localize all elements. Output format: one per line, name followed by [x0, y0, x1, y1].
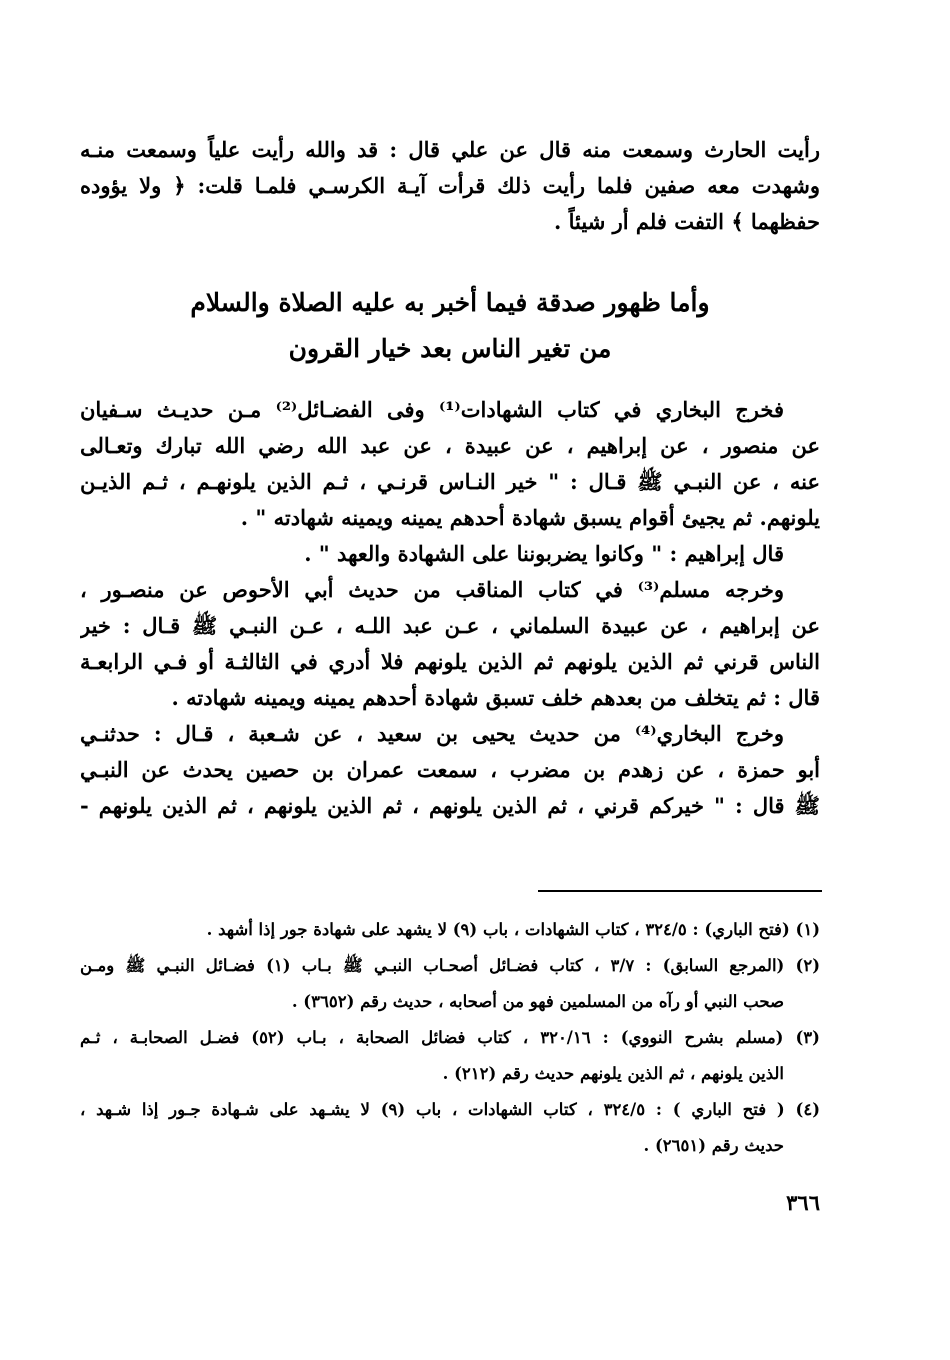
footnote-3-cont: الذين يلونهم ، ثم الذين يلونهم حديث رقم (٢١٢) . — [442, 1064, 784, 1083]
intro-line-1: رأيت الحارث وسمعت منه قال عن علي قال : قد والله رأيت علياً وسمعت منـه — [80, 137, 820, 162]
footnote-2-cont: صحب النبي أو رآه من المسلمين فهو من أصحابه ، حديث رقم (٣٦٥٢) . — [291, 992, 784, 1011]
body-line-2: عن منصور ، عن إبراهيم ، عن عبيدة ، عن عبد الله رضي الله تبارك وتعـالى — [80, 433, 820, 458]
body-line-11: أبو حمزة ، عن زهدم بن مضرب ، سمعت عمران بن حصين يحدث عن النبـي — [80, 757, 820, 782]
body-text — [80, 392, 820, 824]
footnote-2: (٢) (المرجع السابق) : ٣/٧ ، كتاب فضـائل أصحـاب النبـي ﷺ بـاب (١) فضـائل النبـي ﷺ ومـن — [80, 956, 820, 975]
body-line-6: وخرجه مسلم⁽³⁾ في كتاب المناقب من حديث أبي الأحوص عن منصـور ، — [80, 577, 784, 602]
intro-line-3: حفظهما ﴾ التفت فلم أر شيئاً . — [554, 209, 820, 234]
footnote-1: (١) (فتح الباري) : ٣٢٤/٥ ، كتاب الشهادات ، باب (٩) لا يشهد على شهادة جور إذا أشهد . — [206, 920, 820, 939]
body-line-1: فخرج البخاري في كتاب الشهادات⁽¹⁾ وفى الفضـائل⁽²⁾ مـن حديـث سـفيان — [80, 397, 784, 422]
section-heading — [80, 280, 820, 372]
body-line-4: يلونهم. ثم يجيئ أقوام يسبق شهادة أحدهم يمينه ويمينه شهادته " . — [240, 505, 820, 530]
heading-line-1: وأما ظهور صدقة فيما أخبر به عليه الصلاة والسلام — [190, 288, 710, 317]
body-line-5: قال إبراهيم : " وكانوا يضربوننا على الشهادة والعهد " . — [304, 541, 784, 566]
footnote-4-cont: حديث رقم (٢٦٥١) . — [643, 1136, 784, 1155]
footnote-4: (٤) ( فتح الباري ) : ٣٢٤/٥ ، كتاب الشهادات ، باب (٩) لا يشـهد على شـهادة جـور إذا شـهد ، — [80, 1100, 820, 1119]
body-line-10: وخرج البخاري⁽⁴⁾ من حديث يحيى بن سعيد ، عن شـعبة ، قـال : حدثنـي — [80, 721, 785, 746]
body-line-12: ﷺ قال : " خيركم قرني ، ثم الذين يلونهم ، ثم الذين يلونهم ، ثم الذين يلونهم - — [80, 793, 820, 818]
body-line-9: قال : ثم يتخلف من بعدهم خلف تسبق شهادة أحدهم يمينه ويمينه شهادته . — [171, 685, 820, 710]
footnotes — [80, 912, 820, 1164]
page-number: ٣٦٦ — [786, 1190, 820, 1215]
footnote-3: (٣) (مسلم بشرح النووي) : ٣٢٠/١٦ ، كتاب فضائل الصحابة ، بـاب (٥٢) فضـل الصحابـة ، ثـم — [80, 1028, 820, 1047]
body-line-3: عنه ، عن النبـي ﷺ قـال : " خير النـاس قرنـي ، ثـم الذين يلونهـم ، ثـم الذيـن — [80, 469, 820, 494]
footnote-separator — [538, 890, 822, 892]
body-line-7: عن إبراهيم ، عن عبيدة السلماني ، عـن عبد اللـه ، عـن النبـي ﷺ قـال : خير — [80, 613, 820, 638]
body-line-8: الناس قرني ثم الذين يلونهم ثم الذين يلونهم فلا أدري في الثالثـة أو فـي الرابعـة — [80, 649, 820, 674]
intro-line-2: وشهدت معه صفين فلما رأيت ذلك قرأت آيـة الكرسـي فلمـا قلت: ﴿ ولا يؤوده — [80, 173, 820, 198]
heading-line-2: من تغير الناس بعد خيار القرون — [288, 334, 612, 363]
intro-paragraph — [80, 132, 820, 240]
